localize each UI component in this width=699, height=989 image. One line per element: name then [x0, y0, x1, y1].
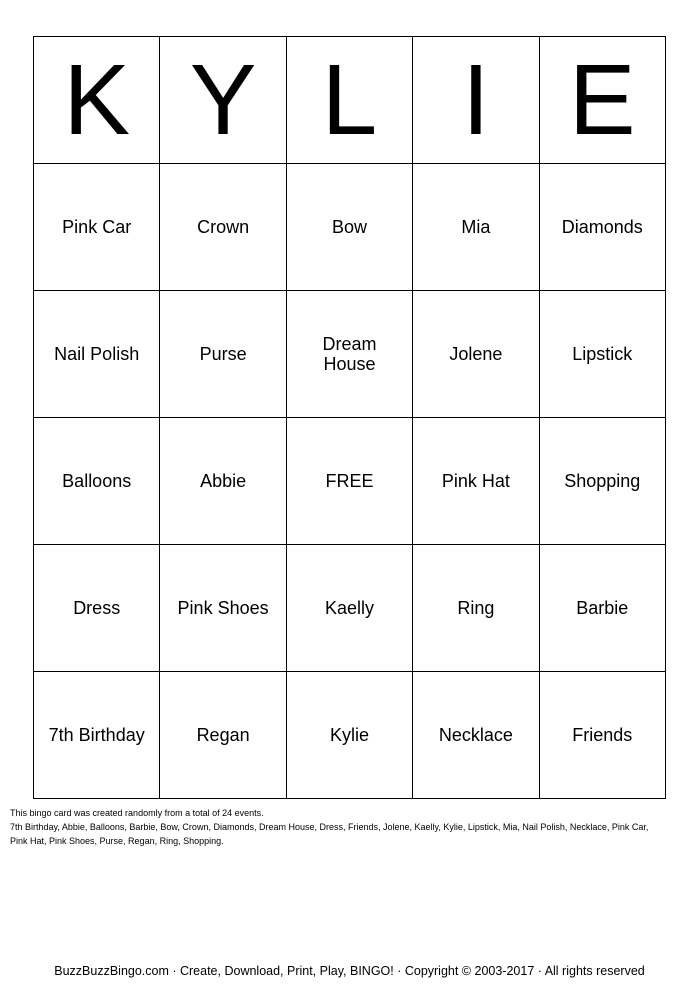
- cell-label: Lipstick: [572, 344, 633, 364]
- cell-label: Crown: [197, 217, 250, 237]
- notes-event-list: 7th Birthday, Abbie, Balloons, Barbie, Bow, Crown, Diamonds, Dream House, Dress, Friends, Jolene, Kaelly, Kylie, Lipstick, Mia, Nail Polish, Necklace, Pink Car,: [10, 822, 649, 832]
- bingo-cell: [34, 545, 160, 672]
- header-row: [34, 37, 666, 164]
- bingo-cell: [34, 291, 160, 418]
- cell-label: Ring: [457, 598, 495, 618]
- header-letter: L: [286, 37, 412, 164]
- cell-label: Mia: [461, 217, 491, 237]
- header-letter: I: [413, 37, 539, 164]
- bingo-cell: [286, 672, 412, 799]
- cell-label: Bow: [331, 217, 367, 237]
- card-row: [34, 291, 666, 418]
- cell-label: Friends: [572, 725, 633, 745]
- cell-label: Diamonds: [561, 217, 643, 237]
- bingo-cell: [160, 164, 286, 291]
- cell-label: Dream House: [322, 334, 377, 374]
- card-row: [34, 672, 666, 799]
- cell-label: Kylie: [329, 725, 369, 745]
- bingo-cell: [413, 545, 539, 672]
- cell-label: Jolene: [449, 344, 503, 364]
- cell-label: Abbie: [200, 471, 247, 491]
- bingo-cell: [160, 672, 286, 799]
- bingo-cell: [413, 291, 539, 418]
- cell-label: Purse: [199, 344, 247, 364]
- cell-label: Pink Car: [62, 217, 132, 237]
- cell-label: Pink Hat: [441, 471, 510, 491]
- card-notes: [10, 806, 690, 848]
- bingo-cell: [539, 418, 665, 545]
- header-letter: K: [34, 37, 160, 164]
- cell-label: Shopping: [564, 471, 641, 491]
- cell-label: Regan: [196, 725, 250, 745]
- bingo-cell: [539, 672, 665, 799]
- header-letter: E: [539, 37, 665, 164]
- bingo-cell: [34, 418, 160, 545]
- card-row: [34, 164, 666, 291]
- card-row: [34, 418, 666, 545]
- free-space-cell: [286, 418, 412, 545]
- bingo-cell: [539, 291, 665, 418]
- cell-label: 7th Birthday: [48, 725, 145, 745]
- card-row: [34, 545, 666, 672]
- bingo-cell: [160, 545, 286, 672]
- free-space-label: FREE: [325, 471, 374, 491]
- bingo-cell: [286, 291, 412, 418]
- bingo-cell: [413, 418, 539, 545]
- bingo-cell: [413, 672, 539, 799]
- bingo-cell: [286, 164, 412, 291]
- cell-label: Necklace: [438, 725, 513, 745]
- notes-summary: This bingo card was created randomly from a total of 24 events.: [10, 808, 264, 818]
- bingo-cell: [34, 164, 160, 291]
- bingo-cell: [160, 291, 286, 418]
- bingo-card: [33, 36, 666, 799]
- page-footer: BuzzBuzzBingo.com · Create, Download, Print, Play, BINGO! · Copyright © 2003-2017 · All rights reserved: [54, 964, 645, 978]
- bingo-cell: [286, 545, 412, 672]
- cell-label: Dress: [73, 598, 121, 618]
- header-letter: Y: [160, 37, 286, 164]
- cell-label: Nail Polish: [54, 344, 140, 364]
- bingo-cell: [34, 672, 160, 799]
- cell-label: Pink Shoes: [177, 598, 269, 618]
- cell-label: Kaelly: [324, 598, 374, 618]
- bingo-cell: [539, 545, 665, 672]
- cell-label: Barbie: [576, 598, 629, 618]
- cell-label: Balloons: [62, 471, 132, 491]
- bingo-cell: [160, 418, 286, 545]
- bingo-cell: [539, 164, 665, 291]
- bingo-cell: [413, 164, 539, 291]
- notes-event-list-continued: Pink Hat, Pink Shoes, Purse, Regan, Ring, Shopping.: [10, 836, 224, 846]
